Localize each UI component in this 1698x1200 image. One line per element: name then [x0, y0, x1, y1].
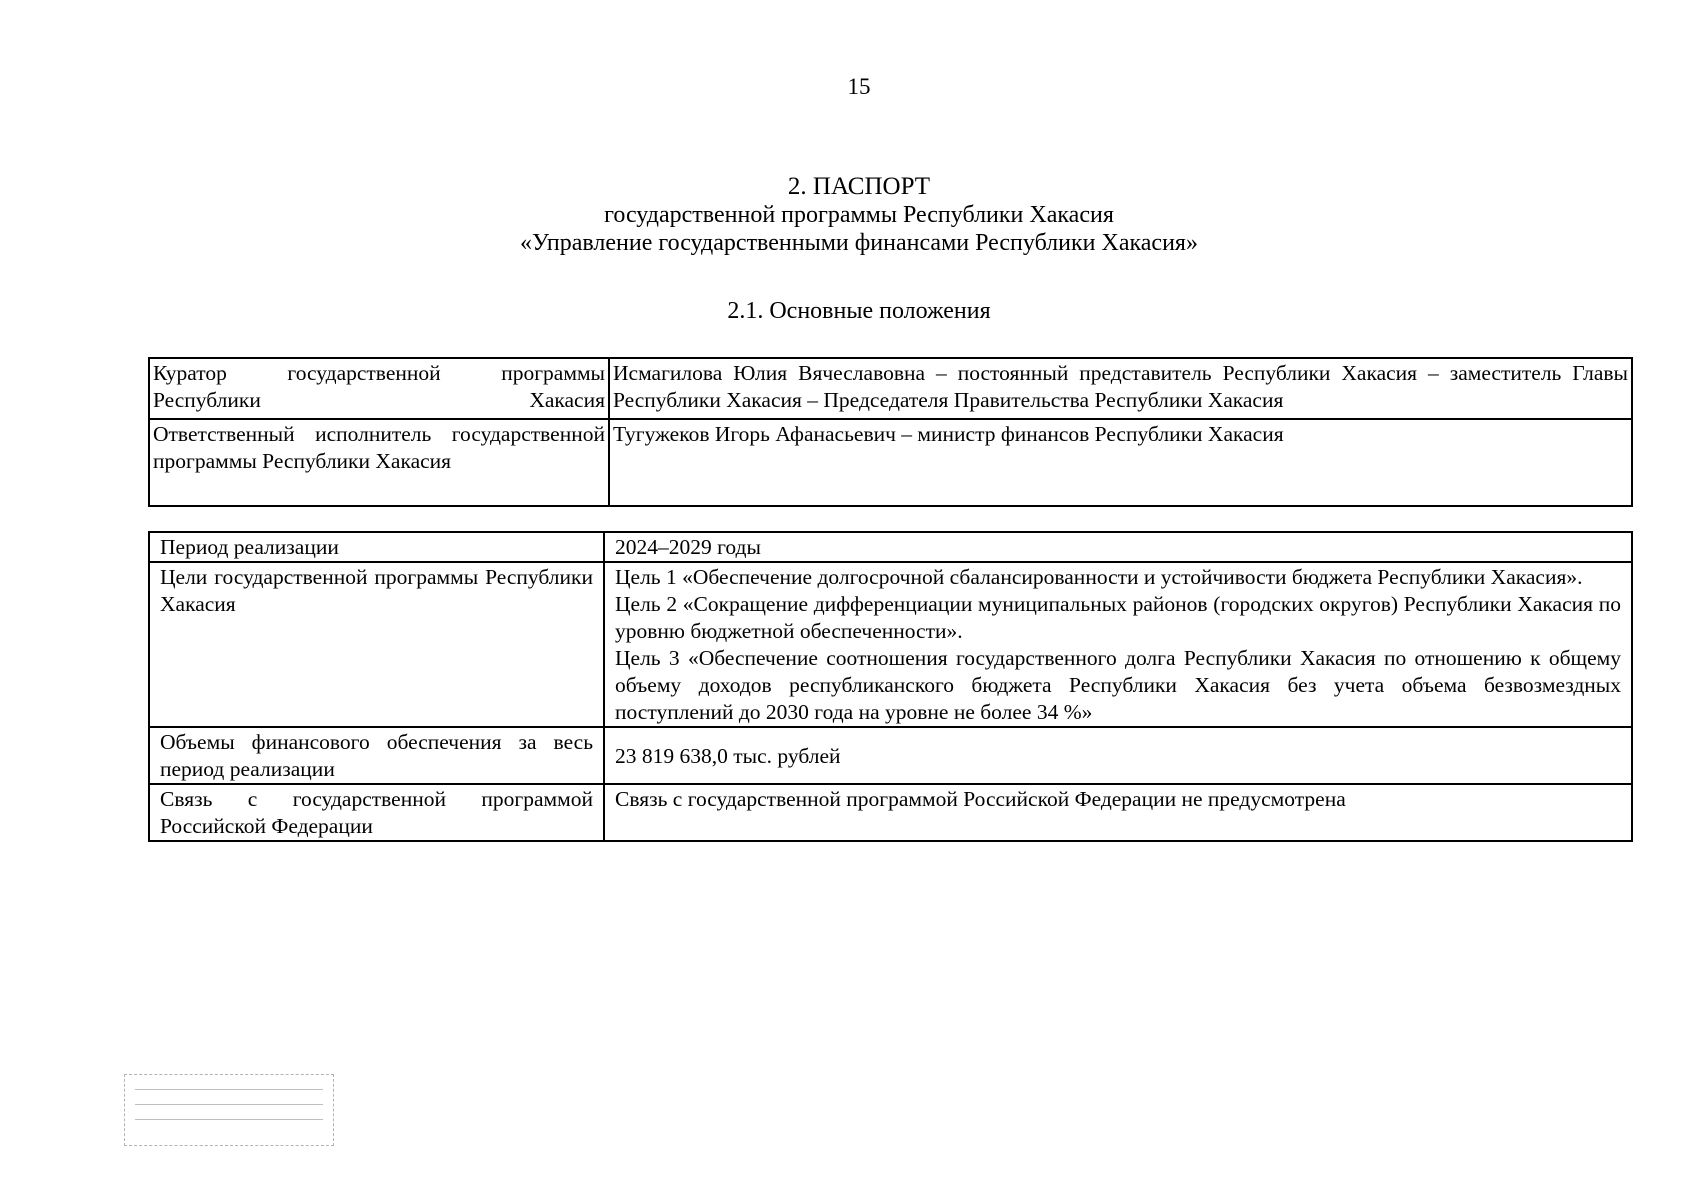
section-title: 2.1. Основные положения — [727, 298, 991, 324]
table-cell-label: Куратор государственной программы Республики Хакасия — [149, 358, 609, 419]
stamp-line — [135, 1119, 323, 1120]
table-row — [149, 419, 1632, 506]
table-cell-label — [149, 562, 604, 727]
table-row — [149, 562, 1632, 727]
table-cell-value: 23 819 638,0 тыс. рублей — [604, 727, 1632, 784]
document-title — [0, 173, 1698, 257]
table-cell-label — [149, 727, 604, 784]
funding-label-text: Объемы финансового обеспечения за весь период реализации — [160, 730, 593, 781]
stamp-line — [135, 1089, 323, 1090]
goal-item: Цель 1 «Обеспечение долгосрочной сбалансированности и устойчивости бюджета Республики Хакасия». — [615, 565, 1583, 589]
goal-item: Цель 3 «Обеспечение соотношения государственного долга Республики Хакасия по отношению к общему объему доходов республиканского бюджета Республики Хакасия без учета объема безвозмездных поступлений до 2030 года на уровне не более 34 %» — [615, 646, 1621, 724]
curator-text: Исмагилова Юлия Вячеславовна – постоянный представитель Республики Хакасия – заместитель Главы Республики Хакасия – Председателя Правительства Республики Хакасия — [613, 361, 1628, 412]
table-cell-value: Тугужеков Игорь Афанасьевич – министр финансов Республики Хакасия — [609, 419, 1632, 506]
table-cell-value — [604, 562, 1632, 727]
table-cell-label — [149, 784, 604, 841]
goal-item: Цель 2 «Сокращение дифференциации муниципальных районов (городских округов) Республики Хакасия по уровню бюджетной обеспеченности». — [615, 592, 1621, 643]
table-cell-value — [609, 358, 1632, 419]
title-line-3: «Управление государственными финансами Республики Хакасия» — [520, 230, 1198, 256]
table-cell-label — [149, 419, 609, 506]
table-cell-value: Связь с государственной программой Российской Федерации не предусмотрена — [604, 784, 1632, 841]
table-row — [149, 727, 1632, 784]
table-row — [149, 532, 1632, 562]
stamp-line — [135, 1104, 323, 1105]
executor-label-text: Ответственный исполнитель государственной программы Республики Хакасия — [153, 422, 605, 473]
table-cell-value: 2024–2029 годы — [604, 532, 1632, 562]
title-line-1: 2. ПАСПОРТ — [787, 173, 931, 200]
main-provisions-table-1 — [148, 357, 1633, 507]
title-line-2: государственной программы Республики Хакасия — [604, 202, 1114, 228]
registration-stamp — [124, 1074, 334, 1146]
goals-label-text: Цели государственной программы Республики Хакасия — [160, 565, 593, 616]
main-provisions-table-2 — [148, 531, 1633, 842]
link-label-text: Связь с государственной программой Российской Федерации — [160, 787, 593, 838]
table-row — [149, 358, 1632, 419]
table-cell-label: Период реализации — [149, 532, 604, 562]
table-row — [149, 784, 1632, 841]
page-number: 15 — [847, 74, 871, 99]
